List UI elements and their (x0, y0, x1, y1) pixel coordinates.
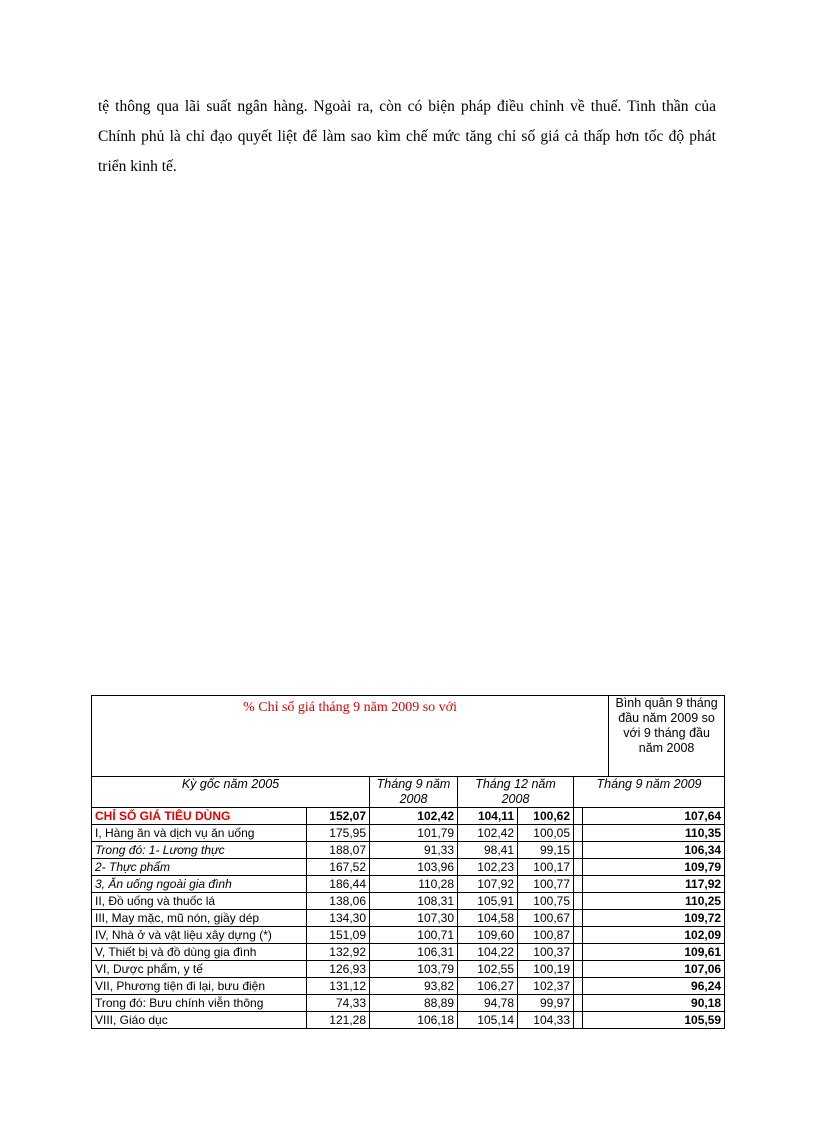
table-row (92, 808, 725, 825)
cpi-table-container (91, 695, 724, 1029)
value-dec-2008: 107,92 (458, 876, 518, 893)
value-aug-2009: 99,97 (518, 995, 574, 1012)
header-base-2005: Kỳ gốc năm 2005 (92, 777, 370, 808)
value-sep-2008: 103,96 (370, 859, 458, 876)
table-row (92, 842, 725, 859)
spacer-cell (574, 859, 583, 876)
value-aug-2009: 100,87 (518, 927, 574, 944)
value-sep-2008: 93,82 (370, 978, 458, 995)
value-base-2005: 134,30 (307, 910, 370, 927)
value-base-2005: 186,44 (307, 876, 370, 893)
spacer-cell (574, 808, 583, 825)
value-aug-2009: 100,62 (518, 808, 574, 825)
value-dec-2008: 102,55 (458, 961, 518, 978)
table-row (92, 910, 725, 927)
spacer-cell (574, 927, 583, 944)
value-base-2005: 151,09 (307, 927, 370, 944)
value-9month-avg: 102,09 (583, 927, 725, 944)
value-dec-2008: 104,11 (458, 808, 518, 825)
spacer-cell (574, 961, 583, 978)
value-base-2005: 121,28 (307, 1012, 370, 1029)
row-label: V, Thiết bị và đồ dùng gia đình (92, 944, 307, 961)
value-dec-2008: 109,60 (458, 927, 518, 944)
row-label: Trong đó: Bưu chính viễn thông (92, 995, 307, 1012)
header-aug-2009: Tháng 9 năm 2009 (574, 777, 725, 808)
value-9month-avg: 110,25 (583, 893, 725, 910)
value-sep-2008: 103,79 (370, 961, 458, 978)
value-9month-avg: 96,24 (583, 978, 725, 995)
spacer-cell (574, 1012, 583, 1029)
value-dec-2008: 105,91 (458, 893, 518, 910)
value-9month-avg: 110,35 (583, 825, 725, 842)
table-row (92, 995, 725, 1012)
value-aug-2009: 99,15 (518, 842, 574, 859)
value-aug-2009: 100,17 (518, 859, 574, 876)
value-base-2005: 138,06 (307, 893, 370, 910)
value-dec-2008: 106,27 (458, 978, 518, 995)
row-label: CHỈ SỐ GIÁ TIÊU DÙNG (92, 808, 307, 825)
value-dec-2008: 102,23 (458, 859, 518, 876)
value-dec-2008: 105,14 (458, 1012, 518, 1029)
table-row (92, 825, 725, 842)
average-header: Bình quân 9 tháng đầu năm 2009 so với 9 tháng đầu năm 2008 (609, 696, 725, 777)
value-sep-2008: 107,30 (370, 910, 458, 927)
value-aug-2009: 102,37 (518, 978, 574, 995)
value-base-2005: 74,33 (307, 995, 370, 1012)
row-label: 2- Thực phẩm (92, 859, 307, 876)
value-sep-2008: 108,31 (370, 893, 458, 910)
row-label: VIII, Giáo dục (92, 1012, 307, 1029)
table-row (92, 1012, 725, 1029)
value-sep-2008: 106,31 (370, 944, 458, 961)
value-dec-2008: 98,41 (458, 842, 518, 859)
table-title: % Chỉ số giá tháng 9 năm 2009 so với (92, 696, 609, 777)
value-base-2005: 132,92 (307, 944, 370, 961)
spacer-cell (574, 876, 583, 893)
row-label: VI, Dược phẩm, y tế (92, 961, 307, 978)
value-sep-2008: 106,18 (370, 1012, 458, 1029)
spacer-cell (574, 893, 583, 910)
table-row (92, 961, 725, 978)
row-label: II, Đồ uống và thuốc lá (92, 893, 307, 910)
value-9month-avg: 109,79 (583, 859, 725, 876)
value-base-2005: 126,93 (307, 961, 370, 978)
value-aug-2009: 100,75 (518, 893, 574, 910)
value-9month-avg: 107,06 (583, 961, 725, 978)
value-dec-2008: 102,42 (458, 825, 518, 842)
value-dec-2008: 104,58 (458, 910, 518, 927)
value-aug-2009: 100,05 (518, 825, 574, 842)
row-label: Trong đó: 1- Lương thực (92, 842, 307, 859)
spacer-cell (574, 842, 583, 859)
value-sep-2008: 101,79 (370, 825, 458, 842)
row-label: III, May mặc, mũ nón, giầy dép (92, 910, 307, 927)
value-aug-2009: 100,77 (518, 876, 574, 893)
value-9month-avg: 90,18 (583, 995, 725, 1012)
spacer-cell (574, 825, 583, 842)
spacer-cell (574, 978, 583, 995)
value-base-2005: 131,12 (307, 978, 370, 995)
spacer-cell (574, 910, 583, 927)
body-paragraph: tệ thông qua lãi suất ngân hàng. Ngoài ra, còn có biện pháp điều chỉnh về thuế. Tinh thần của Chính phủ là chỉ đạo quyết liệt để làm sao kìm chế mức tăng chỉ số giá cả thấp hơn tốc độ phát triển kinh tế. (98, 98, 716, 175)
header-sep-2008: Tháng 9 năm 2008 (370, 777, 458, 808)
value-aug-2009: 100,37 (518, 944, 574, 961)
value-aug-2009: 100,67 (518, 910, 574, 927)
value-base-2005: 188,07 (307, 842, 370, 859)
value-aug-2009: 100,19 (518, 961, 574, 978)
value-sep-2008: 102,42 (370, 808, 458, 825)
table-row (92, 944, 725, 961)
table-row (92, 893, 725, 910)
row-label: IV, Nhà ở và vật liệu xây dựng (*) (92, 927, 307, 944)
value-sep-2008: 91,33 (370, 842, 458, 859)
table-body (92, 808, 725, 1029)
value-9month-avg: 105,59 (583, 1012, 725, 1029)
table-row (92, 876, 725, 893)
value-9month-avg: 107,64 (583, 808, 725, 825)
value-aug-2009: 104,33 (518, 1012, 574, 1029)
value-base-2005: 152,07 (307, 808, 370, 825)
value-sep-2008: 100,71 (370, 927, 458, 944)
value-dec-2008: 104,22 (458, 944, 518, 961)
value-sep-2008: 110,28 (370, 876, 458, 893)
table-row (92, 927, 725, 944)
value-9month-avg: 106,34 (583, 842, 725, 859)
table-row (92, 978, 725, 995)
header-dec-2008: Tháng 12 năm 2008 (458, 777, 574, 808)
value-base-2005: 167,52 (307, 859, 370, 876)
value-sep-2008: 88,89 (370, 995, 458, 1012)
value-base-2005: 175,95 (307, 825, 370, 842)
value-dec-2008: 94,78 (458, 995, 518, 1012)
row-label: I, Hàng ăn và dịch vụ ăn uống (92, 825, 307, 842)
value-9month-avg: 117,92 (583, 876, 725, 893)
spacer-cell (574, 995, 583, 1012)
value-9month-avg: 109,61 (583, 944, 725, 961)
row-label: VII, Phương tiện đi lại, bưu điện (92, 978, 307, 995)
row-label: 3, Ăn uống ngoài gia đình (92, 876, 307, 893)
value-9month-avg: 109,72 (583, 910, 725, 927)
spacer-cell (574, 944, 583, 961)
table-row (92, 859, 725, 876)
cpi-table (91, 695, 725, 1029)
